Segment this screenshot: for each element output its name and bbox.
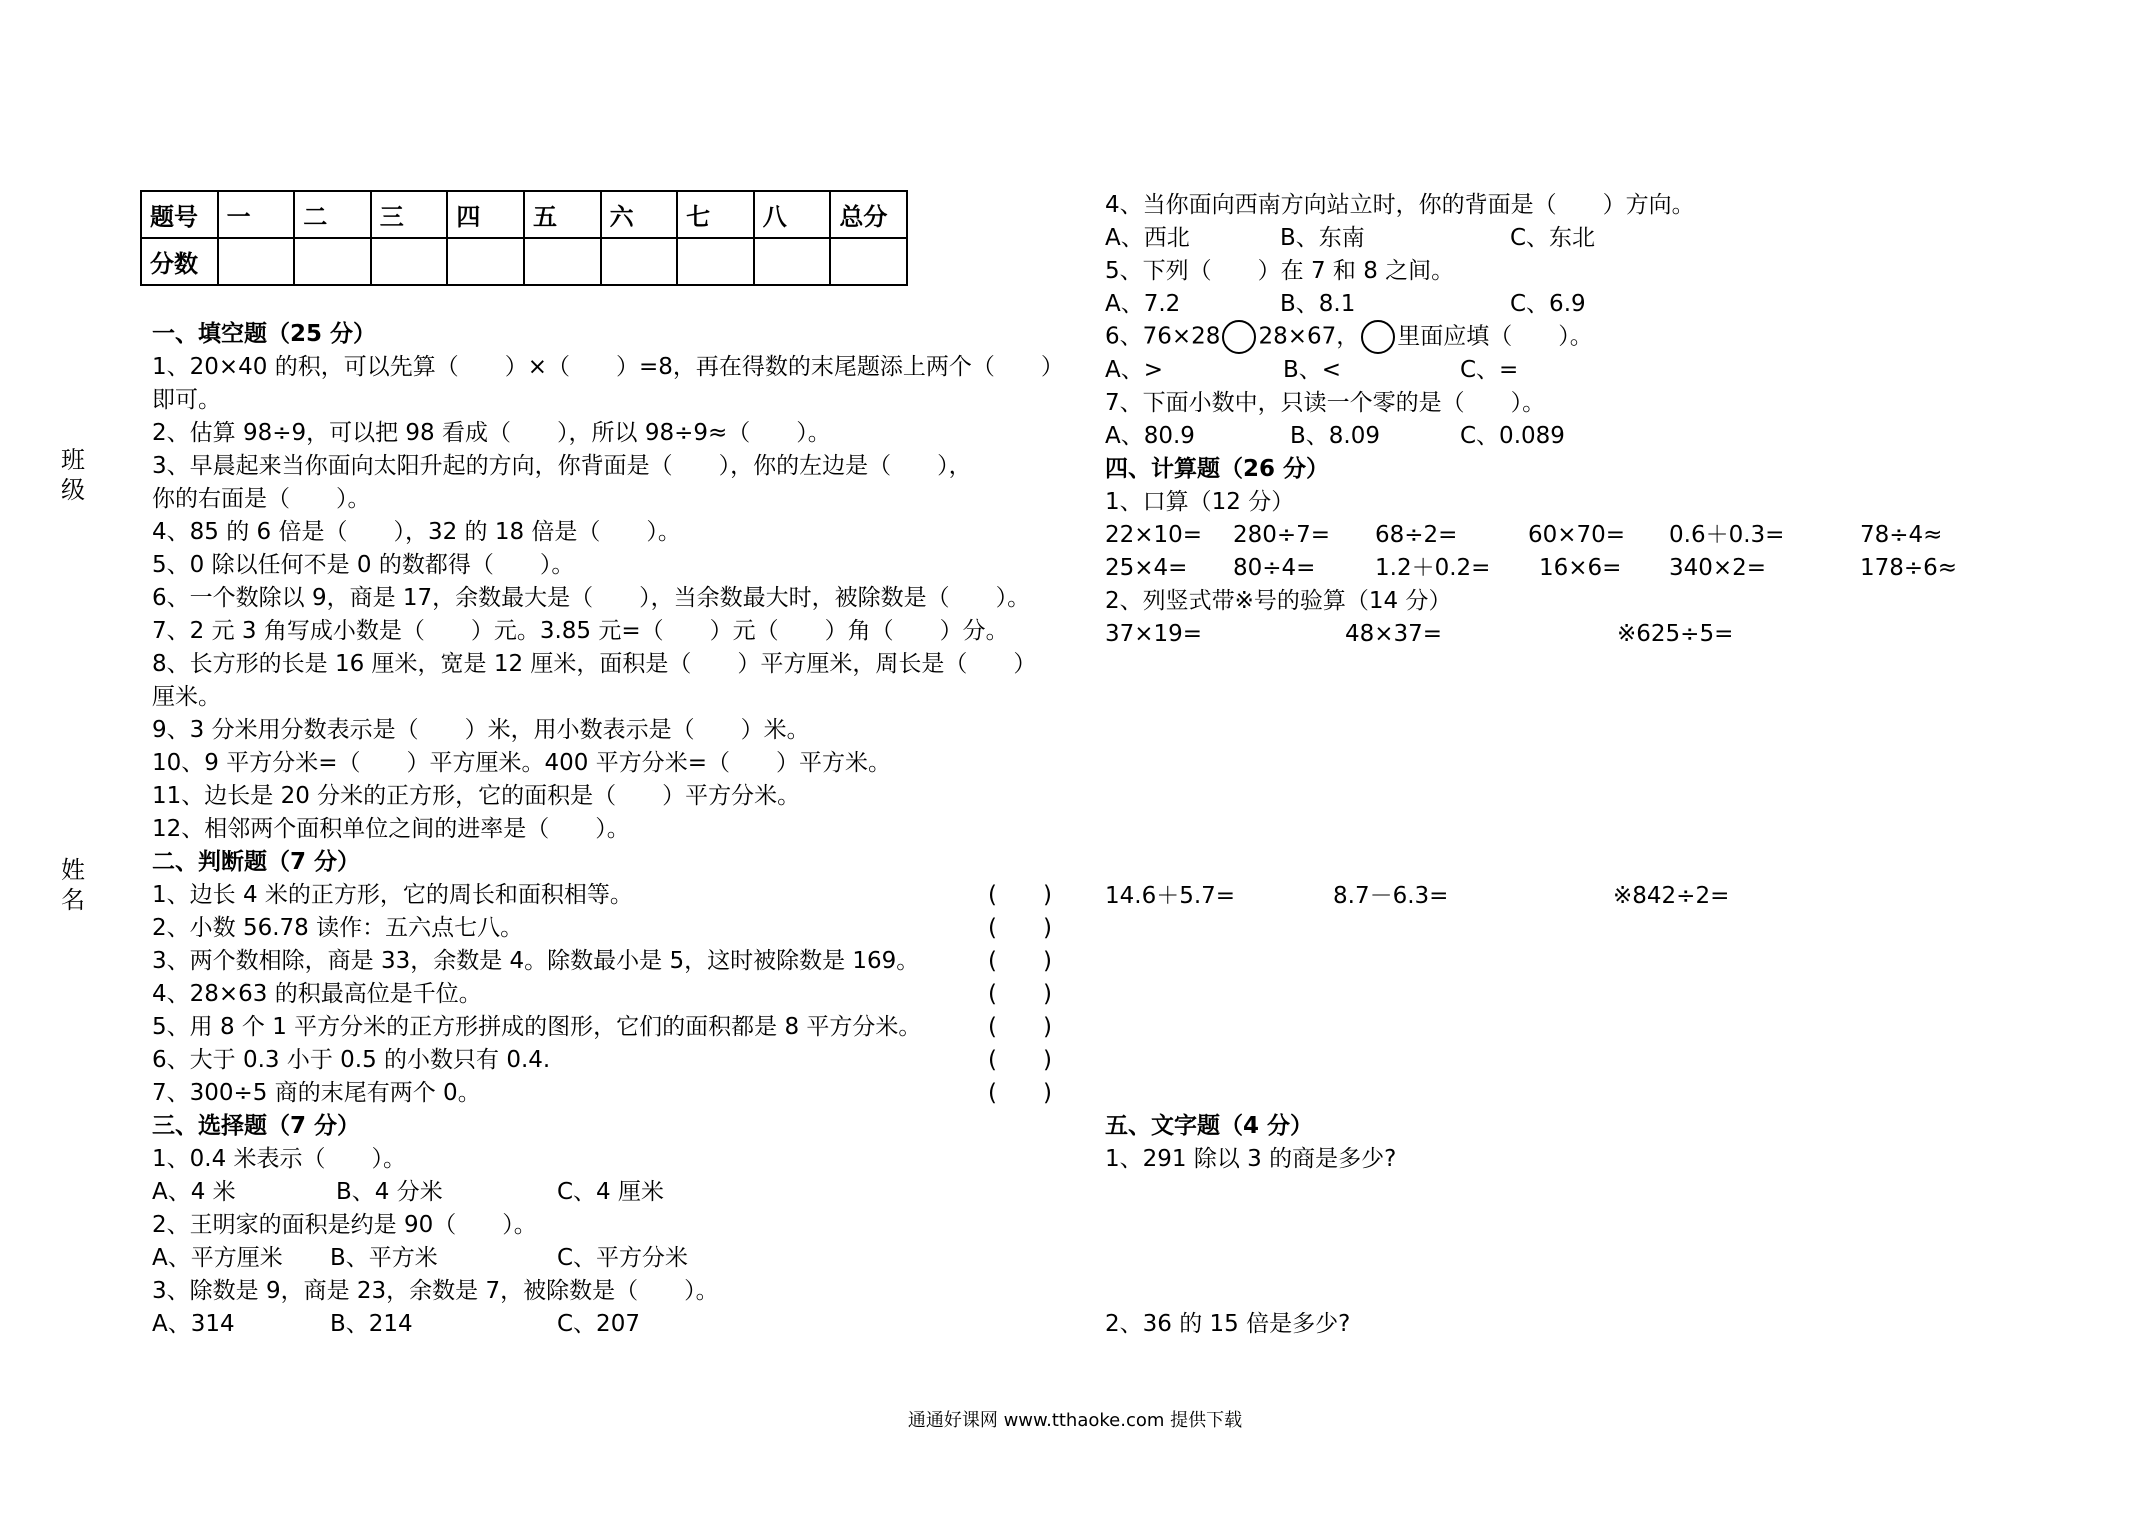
- choice-option: C、6.9: [1510, 291, 1586, 317]
- word-problem: 1、291 除以 3 的商是多少?: [1105, 1146, 1397, 1172]
- choice-question: 3、除数是 9，商是 23，余数是 7，被除数是（ ）。: [152, 1278, 719, 1304]
- score-cell[interactable]: [447, 238, 524, 285]
- choice-option: C、4 厘米: [557, 1179, 665, 1205]
- score-header-cell: 二: [294, 191, 371, 238]
- section4-title: 四、计算题（26 分）: [1105, 456, 1330, 482]
- choice-question: 2、王明家的面积是约是 90（ ）。: [152, 1212, 537, 1238]
- judge-item: 4、28×63 的积最高位是千位。: [152, 981, 482, 1007]
- score-table-header-row: [141, 191, 907, 238]
- vertical-calc-item: 37×19=: [1105, 621, 1203, 647]
- compare-circle-icon[interactable]: [1222, 320, 1256, 354]
- section1-line: 即可。: [152, 387, 221, 413]
- choice-option: B、8.09: [1290, 423, 1380, 449]
- choice-option: A、4 米: [152, 1179, 236, 1205]
- choice-option: C、=: [1460, 357, 1519, 383]
- score-table-score-row: [141, 238, 907, 285]
- section1-line: 10、9 平方分米=（ ）平方厘米。400 平方分米=（ ）平方米。: [152, 750, 891, 776]
- section1-line: 7、2 元 3 角写成小数是（ ）元。3.85 元=（ ）元（ ）角（ ）分。: [152, 618, 1009, 644]
- judge-answer-paren[interactable]: ( ): [988, 1014, 1052, 1040]
- score-row-label: 分数: [141, 238, 218, 285]
- judge-item: 1、边长 4 米的正方形，它的周长和面积相等。: [152, 882, 633, 908]
- section3-title: 三、选择题（7 分）: [152, 1113, 361, 1139]
- section1-line: 12、相邻两个面积单位之间的进率是（ ）。: [152, 816, 630, 842]
- score-cell[interactable]: [677, 238, 754, 285]
- score-header-cell: 四: [447, 191, 524, 238]
- score-cell[interactable]: [218, 238, 295, 285]
- score-header-cell: 八: [754, 191, 831, 238]
- section1-line: 厘米。: [152, 684, 221, 710]
- oral-calc-item: 280÷7=: [1233, 522, 1331, 548]
- score-cell[interactable]: [830, 238, 907, 285]
- choice-option: B、<: [1283, 357, 1342, 383]
- oral-calc-item: 22×10=: [1105, 522, 1203, 548]
- oral-calc-item: 0.6＋0.3=: [1669, 522, 1785, 548]
- section1-line: 9、3 分米用分数表示是（ ）米，用小数表示是（ ）米。: [152, 717, 810, 743]
- score-cell[interactable]: [524, 238, 601, 285]
- judge-item: 6、大于 0.3 小于 0.5 的小数只有 0.4.: [152, 1047, 551, 1073]
- oral-calc-subtitle: 1、口算（12 分）: [1105, 489, 1295, 515]
- section1-line: 1、20×40 的积，可以先算（ ）×（ ）=8，再在得数的末尾题添上两个（ ）: [152, 354, 1064, 380]
- choice-option: B、平方米: [330, 1245, 438, 1271]
- score-header-cell: 五: [524, 191, 601, 238]
- class-label: 班级: [61, 446, 85, 504]
- vertical-calc-item: 48×37=: [1345, 621, 1443, 647]
- score-header-cell: 总分: [830, 191, 907, 238]
- section1-title: 一、填空题（25 分）: [152, 321, 377, 347]
- choice-question: 5、下列（ ）在 7 和 8 之间。: [1105, 258, 1455, 284]
- section1-line: 你的右面是（ ）。: [152, 486, 371, 512]
- score-cell[interactable]: [754, 238, 831, 285]
- oral-calc-item: 80÷4=: [1233, 555, 1316, 581]
- oral-calc-item: 1.2＋0.2=: [1375, 555, 1491, 581]
- choice-option: C、207: [557, 1311, 640, 1337]
- score-header-cell: 题号: [141, 191, 218, 238]
- vertical-calc-item: ※842÷2=: [1613, 883, 1730, 909]
- choice-option: A、7.2: [1105, 291, 1181, 317]
- judge-item: 3、两个数相除，商是 33，余数是 4。除数最小是 5，这时被除数是 169。: [152, 948, 920, 974]
- judge-item: 5、用 8 个 1 平方分米的正方形拼成的图形，它们的面积都是 8 平方分米。: [152, 1014, 922, 1040]
- vertical-calc-item: ※625÷5=: [1617, 621, 1734, 647]
- judge-answer-paren[interactable]: ( ): [988, 948, 1052, 974]
- choice-option: C、东北: [1510, 225, 1596, 251]
- section1-line: 4、85 的 6 倍是（ ），32 的 18 倍是（ ）。: [152, 519, 681, 545]
- choice-option: B、东南: [1280, 225, 1365, 251]
- section1-line: 8、长方形的长是 16 厘米，宽是 12 厘米，面积是（ ）平方厘米，周长是（ ）: [152, 651, 1037, 677]
- oral-calc-item: 78÷4≈: [1860, 522, 1943, 548]
- choice-question-6: [1105, 320, 1593, 354]
- name-label: 姓名: [61, 856, 85, 914]
- score-cell[interactable]: [371, 238, 448, 285]
- judge-answer-paren[interactable]: ( ): [988, 882, 1052, 908]
- choice-option: A、>: [1105, 357, 1164, 383]
- judge-answer-paren[interactable]: ( ): [988, 1047, 1052, 1073]
- choice-option: A、西北: [1105, 225, 1190, 251]
- choice-option: A、314: [152, 1311, 235, 1337]
- choice-option: A、平方厘米: [152, 1245, 283, 1271]
- score-table: [140, 190, 908, 286]
- score-header-cell: 六: [601, 191, 678, 238]
- choice-option: B、214: [330, 1311, 413, 1337]
- choice-option: A、80.9: [1105, 423, 1195, 449]
- choice-question: 1、0.4 米表示（ ）。: [152, 1146, 407, 1172]
- vertical-calc-item: 14.6＋5.7=: [1105, 883, 1236, 909]
- oral-calc-item: 16×6=: [1539, 555, 1622, 581]
- q6-part-a: 6、76×28: [1105, 323, 1221, 350]
- vertical-calc-item: 8.7－6.3=: [1333, 883, 1449, 909]
- section1-line: 5、0 除以任何不是 0 的数都得（ ）。: [152, 552, 575, 578]
- oral-calc-item: 340×2=: [1669, 555, 1767, 581]
- compare-circle-icon[interactable]: [1361, 320, 1395, 354]
- judge-answer-paren[interactable]: ( ): [988, 915, 1052, 941]
- oral-calc-item: 60×70=: [1528, 522, 1626, 548]
- choice-option: C、平方分米: [557, 1245, 689, 1271]
- judge-item: 2、小数 56.78 读作：五六点七八。: [152, 915, 524, 941]
- judge-answer-paren[interactable]: ( ): [988, 1080, 1052, 1106]
- choice-question: 7、下面小数中，只读一个零的是（ ）。: [1105, 390, 1546, 416]
- section1-line: 6、一个数除以 9，商是 17，余数最大是（ ），当余数最大时，被除数是（ ）。: [152, 585, 1031, 611]
- score-cell[interactable]: [601, 238, 678, 285]
- section1-line: 11、边长是 20 分米的正方形，它的面积是（ ）平方分米。: [152, 783, 801, 809]
- judge-answer-paren[interactable]: ( ): [988, 981, 1052, 1007]
- q6-part-b: 28×67，: [1258, 323, 1360, 350]
- score-header-cell: 七: [677, 191, 754, 238]
- q6-part-c: 里面应填（ ）。: [1397, 323, 1593, 350]
- section1-line: 2、估算 98÷9，可以把 98 看成（ ），所以 98÷9≈（ ）。: [152, 420, 831, 446]
- judge-item: 7、300÷5 商的末尾有两个 0。: [152, 1080, 481, 1106]
- choice-option: B、8.1: [1280, 291, 1356, 317]
- choice-option: B、4 分米: [336, 1179, 443, 1205]
- oral-calc-item: 178÷6≈: [1860, 555, 1958, 581]
- choice-option: C、0.089: [1460, 423, 1565, 449]
- section1-line: 3、早晨起来当你面向太阳升起的方向，你背面是（ ），你的左边是（ ），: [152, 453, 972, 479]
- footer-watermark: 通通好课网 www.tthaoke.com 提供下载: [907, 1410, 1243, 1431]
- section5-title: 五、文字题（4 分）: [1105, 1113, 1314, 1139]
- oral-calc-item: 68÷2=: [1375, 522, 1458, 548]
- choice-question: 4、当你面向西南方向站立时，你的背面是（ ）方向。: [1105, 192, 1695, 218]
- word-problem: 2、36 的 15 倍是多少?: [1105, 1311, 1351, 1337]
- score-cell[interactable]: [294, 238, 371, 285]
- score-header-cell: 一: [218, 191, 295, 238]
- section2-title: 二、判断题（7 分）: [152, 849, 361, 875]
- vertical-calc-subtitle: 2、列竖式带※号的验算（14 分）: [1105, 588, 1452, 614]
- score-header-cell: 三: [371, 191, 448, 238]
- oral-calc-item: 25×4=: [1105, 555, 1188, 581]
